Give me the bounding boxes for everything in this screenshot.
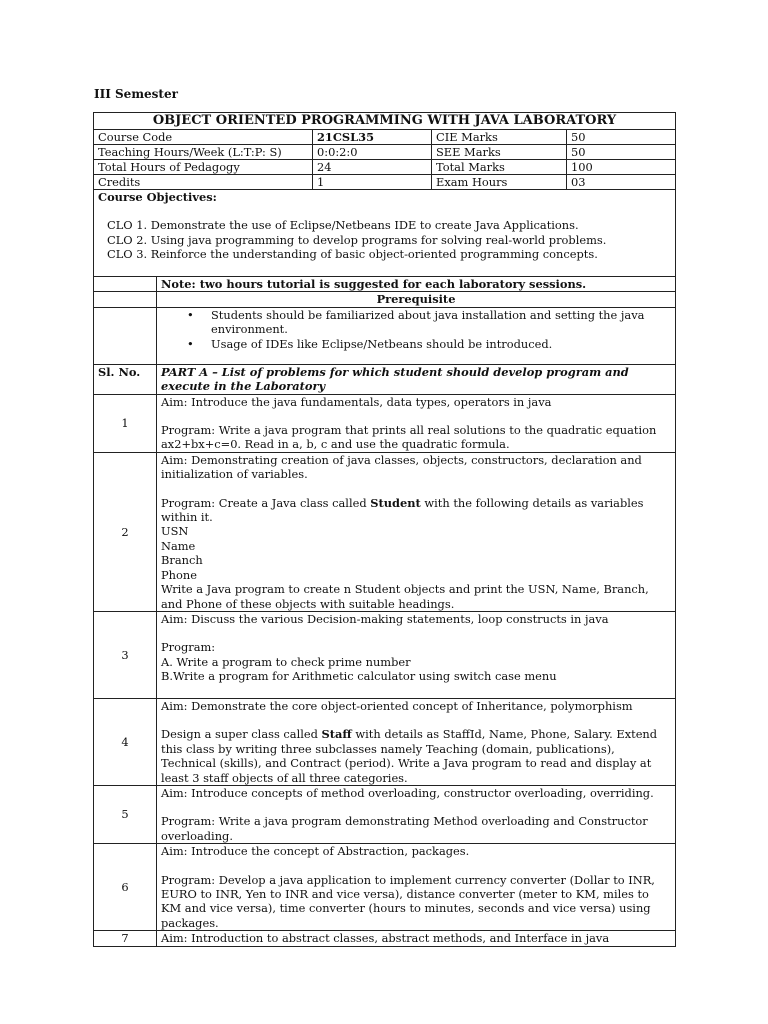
class-name: Staff [321,727,352,742]
info-row [94,130,676,145]
problem-number: 4 [94,698,157,785]
field-item: Phone [161,567,197,582]
problem-aim: Aim: Introduce the java fundamentals, data types, operators in java [161,394,552,409]
problem-row [94,785,676,843]
clo-item: CLO 1. Demonstrate the use of Eclipse/Netbeans IDE to create Java Applications. [107,218,579,233]
pedagogy-hours-value: 24 [313,160,432,175]
see-marks-label: SEE Marks [432,145,567,160]
prerequisite-heading: Prerequisite [157,292,676,307]
problem-aim: Aim: Discuss the various Decision-making statements, loop constructs in java [161,611,609,626]
problem-aim: Aim: Demonstrating creation of java classes, objects, constructors, declaration and initialization of variables. [161,452,642,482]
course-code-label: Course Code [94,130,313,145]
info-row [94,175,676,190]
cie-marks-label: CIE Marks [432,130,567,145]
problem-number: 6 [94,844,157,931]
problem-part-b: B.Write a program for Arithmetic calculator using switch case menu [161,669,557,684]
see-marks-value: 50 [567,145,676,160]
problem-design [161,727,671,785]
prerequisite-item: • Students should be familiarized about java installation and setting the java environment. [211,308,671,337]
problem-row [94,931,676,946]
cie-marks-value: 50 [567,130,676,145]
problem-row [94,698,676,785]
part-a-heading: PART A – List of problems for which student should develop program and execute in the Laboratory [157,364,676,394]
total-marks-label: Total Marks [432,160,567,175]
credits-value: 1 [313,175,432,190]
design-text: Design a super class called [161,727,322,742]
teaching-hours-label: Teaching Hours/Week (L:T:P: S) [94,145,313,160]
problem-extra: Write a Java program to create n Student objects and print the USN, Name, Branch, and Phone of these objects with suitable headings. [161,582,649,611]
problem-aim: Aim: Introduce the concept of Abstraction, packages. [161,844,470,859]
prerequisite-item: • Usage of IDEs like Eclipse/Netbeans should be introduced. [211,337,671,351]
problem-program: Program: [161,640,216,655]
info-row [94,160,676,175]
class-name: Student [370,495,421,510]
problem-part-a: A. Write a program to check prime number [161,654,411,669]
problem-row [94,452,676,611]
sl-no-header: Sl. No. [94,364,157,394]
clo-item: CLO 3. Reinforce the understanding of basic object-oriented programming concepts. [107,247,598,262]
exam-hours-label: Exam Hours [432,175,567,190]
problem-row [94,611,676,698]
exam-hours-value: 03 [567,175,676,190]
teaching-hours-value: 0:0:2:0 [313,145,432,160]
problem-program: Program: Develop a java application to implement currency converter (Dollar to INR, EURO to INR, Yen to INR and vice versa), distance converter (meter to KM, miles to KM and vice versa), time converter (hours to minutes, seconds and vice versa) using packages. [161,872,655,930]
problem-number: 7 [94,931,157,946]
clo-item: CLO 2. Using java programming to develop programs for solving real-world problems. [107,232,607,247]
problem-aim: Aim: Introduce concepts of method overloading, constructor overloading, overriding. [161,785,654,800]
design-text: with details as StaffId, Name, Phone, Salary. Extend this class by writing three subclasses namely Teaching (domain, publications), Technical (skills), and Contract (period). Write a Java program to read and display at least 3 staff objects of all three categories. [161,727,658,785]
tutorial-note: Note: two hours tutorial is suggested for each laboratory sessions. [157,277,676,292]
pedagogy-hours-label: Total Hours of Pedagogy [94,160,313,175]
syllabus-table [93,112,676,947]
problem-row [94,394,676,452]
program-text: Program: Create a Java class called [161,495,371,510]
problem-program [161,496,671,525]
credits-label: Credits [94,175,313,190]
problem-program: Program: Write a java program demonstrating Method overloading and Constructor overloading. [161,814,648,843]
course-code-value: 21CSL35 [313,130,432,145]
problem-aim: Aim: Introduction to abstract classes, abstract methods, and Interface in java [161,931,610,946]
info-row [94,145,676,160]
problem-program: Program: Write a java program that prints all real solutions to the quadratic equation ax2+bx+c=0. Read in a, b, c and use the quadratic formula. [161,423,657,452]
problem-number: 2 [94,452,157,611]
total-marks-value: 100 [567,160,676,175]
prerequisite-list [157,307,676,364]
problem-number: 1 [94,394,157,452]
field-item: USN [161,524,189,539]
program-text: with the following details as variables within it. [161,495,644,525]
field-item: Name [161,538,196,553]
semester-label: III Semester [94,87,178,101]
field-item: Branch [161,553,203,568]
course-title: OBJECT ORIENTED PROGRAMMING WITH JAVA LABORATORY [94,113,676,130]
problem-row [94,844,676,931]
problem-number: 3 [94,611,157,698]
problem-number: 5 [94,785,157,843]
problem-aim: Aim: Demonstrate the core object-oriented concept of Inheritance, polymorphism [161,698,633,713]
course-objectives [94,190,676,277]
objectives-heading: Course Objectives: [98,190,217,204]
